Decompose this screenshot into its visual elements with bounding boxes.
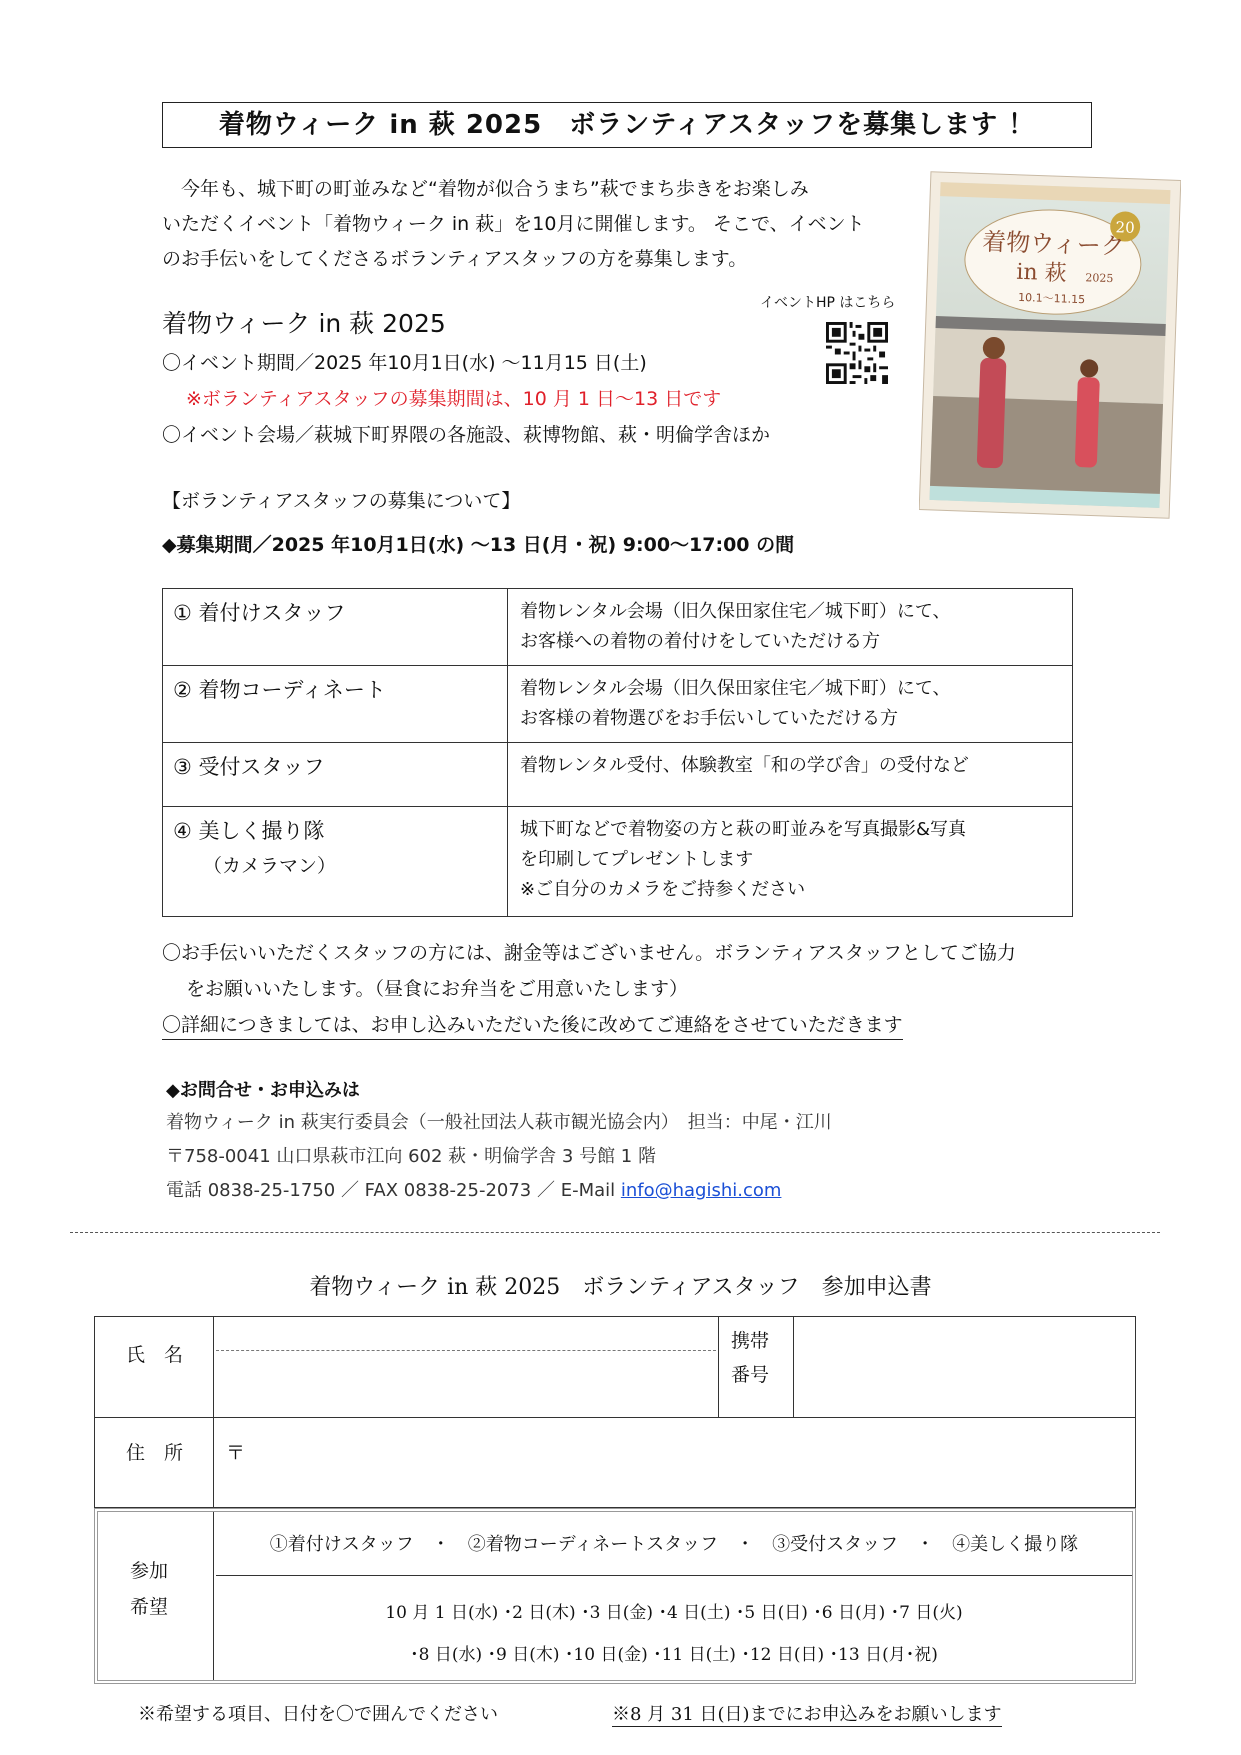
- event-period: 〇イベント期間／2025 年10月1日(水) ～11月15 日(土): [162, 352, 647, 374]
- participation-label-1: 参加: [130, 1560, 169, 1582]
- phone-label-2: 番号: [731, 1364, 770, 1386]
- deadline-note: ※8 月 31 日(日)までにお申込みをお願いします: [612, 1700, 1002, 1727]
- event-heading: 着物ウィーク in 萩 2025: [162, 309, 446, 338]
- role-desc-line: お客様への着物の着付けをしていただける方: [520, 631, 880, 652]
- page-title: 着物ウィーク in 萩 2025 ボランティアスタッフを募集します ！: [162, 102, 1092, 148]
- phone-label-1: 携帯: [731, 1330, 770, 1352]
- role-name: ③ 受付スタッフ: [163, 743, 508, 807]
- role-desc-line: を印刷してプレゼントします: [520, 849, 754, 870]
- recruit-period: ◆募集期間／2025 年10月1日(水) ～13 日(月・祝) 9:00～17:00 の間: [162, 534, 795, 556]
- postal-mark: 〒: [226, 1442, 246, 1464]
- address-label: 住 所: [126, 1442, 184, 1464]
- event-venue: 〇イベント会場／萩城下町界隈の各施設、萩博物館、萩・明倫学舎ほか: [162, 424, 771, 446]
- table-row: [163, 743, 1073, 807]
- contact-heading: ◆お問合せ・お申込みは: [166, 1080, 360, 1101]
- role-desc-line: 着物レンタル会場（旧久保田家住宅／城下町）にて、: [520, 678, 951, 699]
- poster-year: 2025: [1085, 271, 1114, 286]
- contact-org: 着物ウィーク in 萩実行委員会（一般社団法人萩市観光協会内） 担当：中尾・江川: [166, 1112, 832, 1133]
- date-options-cell[interactable]: [216, 1578, 1132, 1680]
- contact-address: 〒758-0041 山口県萩市江向 602 萩・明倫学舎 3 号館 1 階: [166, 1146, 656, 1167]
- furigana-divider: [216, 1350, 716, 1351]
- poster-dates: 10.1～11.15: [1017, 290, 1086, 307]
- recruit-heading: 【ボランティアスタッフの募集について】: [162, 490, 521, 512]
- role-description: [508, 589, 1073, 666]
- volunteer-period-note: ※ボランティアスタッフの募集期間は、10 月 1 日～13 日です: [186, 388, 722, 410]
- event-poster-image: [919, 170, 1181, 520]
- name-label-cell: [94, 1316, 214, 1418]
- contact-phone-fax: 電話 0838-25-1750 ／ FAX 0838-25-2073 ／ E-Mail: [166, 1180, 621, 1201]
- cut-line: [70, 1232, 1160, 1233]
- role-desc-line: ※ご自分のカメラをご持参ください: [520, 879, 806, 900]
- role-name: ① 着付けスタッフ: [163, 589, 508, 666]
- note-line-2: をお願いいたします。（昼食にお弁当をご用意いたします）: [186, 978, 688, 1000]
- phone-label-cell: [718, 1316, 794, 1418]
- role-options-cell[interactable]: [216, 1512, 1132, 1576]
- role-name: ② 着物コーディネート: [163, 666, 508, 743]
- contact-phone-line: [166, 1176, 781, 1202]
- role-desc-line: 着物レンタル会場（旧久保田家住宅／城下町）にて、: [520, 601, 951, 622]
- table-row: [163, 807, 1073, 917]
- participation-label-cell: [98, 1512, 214, 1680]
- intro-paragraph: [162, 172, 922, 277]
- address-input-field[interactable]: [216, 1418, 1134, 1506]
- intro-line-1: 今年も、城下町の町並みなど“着物が似合うまち”萩でまち歩きをお楽しみ: [181, 178, 809, 200]
- role-subname: （カメラマン）: [203, 855, 337, 877]
- note-line-3: 〇詳細につきましては、お申し込みいただいた後に改めてご連絡をさせていただきます: [162, 1010, 903, 1040]
- intro-line-2: いただくイベント「着物ウィーク in 萩」を10月に開催します。 そこで、イベント: [162, 213, 865, 235]
- intro-line-3: のお手伝いをしてくださるボランティアスタッフの方を募集します。: [162, 248, 748, 270]
- name-label: 氏 名: [126, 1344, 184, 1366]
- role-options: ①着付けスタッフ ・ ②着物コーディネートスタッフ ・ ③受付スタッフ ・ ④美しく撮り隊: [269, 1534, 1079, 1555]
- role-desc-line: お客様の着物選びをお手伝いしていただける方: [520, 708, 898, 729]
- qr-code-icon[interactable]: [826, 322, 888, 384]
- address-label-cell: [94, 1416, 214, 1508]
- role-description: [508, 807, 1073, 917]
- email-link[interactable]: info@hagishi.com: [620, 1180, 782, 1201]
- table-row: [163, 589, 1073, 666]
- phone-input-field[interactable]: [796, 1318, 1134, 1416]
- footer-note: ※希望する項目、日付を〇で囲んでください: [138, 1704, 498, 1725]
- event-hp-label: イベントHP はこちら: [760, 295, 896, 311]
- role-name: ④ 美しく撮り隊: [173, 819, 325, 843]
- table-row: [163, 666, 1073, 743]
- role-name-cell: [163, 807, 508, 917]
- note-line-1: 〇お手伝いいただくスタッフの方には、謝金等はございません。ボランティアスタッフとしてご協力: [162, 942, 1016, 964]
- role-desc-line: 着物レンタル受付、体験教室「和の学び舎」の受付など: [520, 755, 969, 776]
- role-description: [508, 743, 1073, 807]
- role-description: [508, 666, 1073, 743]
- poster-title-2: in 萩: [1015, 259, 1068, 287]
- poster-title-1: 着物ウィーク: [981, 227, 1126, 261]
- name-input-field[interactable]: [216, 1318, 716, 1416]
- roles-table: [162, 588, 1073, 917]
- participation-label-2: 希望: [130, 1596, 169, 1618]
- date-options-line-2: ･8 日(水) ･9 日(木) ･10 日(金) ･11 日(土) ･12 日(日) ･13 日(月･祝): [410, 1645, 938, 1665]
- form-title: 着物ウィーク in 萩 2025 ボランティアスタッフ 参加申込書: [309, 1275, 932, 1300]
- role-desc-line: 城下町などで着物姿の方と萩の町並みを写真撮影&写真: [520, 819, 967, 840]
- date-options-line-1: 10 月 1 日(水) ･2 日(木) ･3 日(金) ･4 日(土) ･5 日(日) ･6 日(月) ･7 日(火): [385, 1603, 963, 1623]
- poster-badge: 20: [1115, 218, 1135, 237]
